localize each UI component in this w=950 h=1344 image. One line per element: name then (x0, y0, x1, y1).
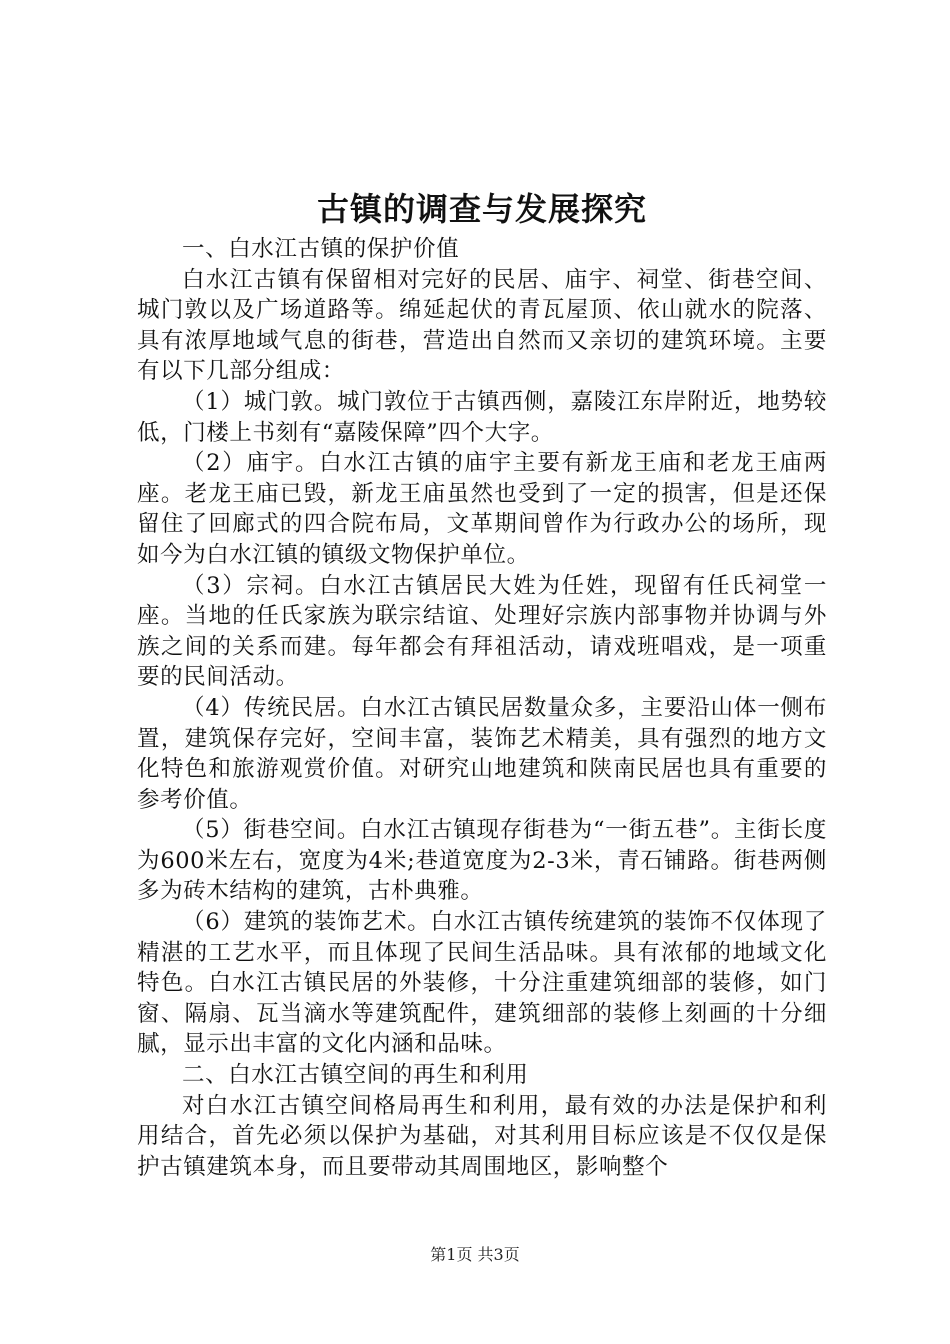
page-footer: 第1页 共3页 (430, 1245, 520, 1264)
document-title: 古镇的调查与发展探究 (316, 190, 647, 228)
paragraph-item-3: （3）宗祠。白水江古镇居民大姓为任姓，现留有任氏祠堂一座。当地的任氏家族为联宗结谊、处理好宗族内部事物并协调与外族之间的关系而建。每年都会有拜祖活动，请戏班唱戏，是一项重要的民间活动。 (137, 572, 827, 691)
document-page (137, 0, 827, 1182)
document-body (137, 234, 827, 1182)
paragraph-intro: 白水江古镇有保留相对完好的民居、庙宇、祠堂、街巷空间、城门敦以及广场道路等。绵延起伏的青瓦屋顶、依山就水的院落、具有浓厚地域气息的街巷，营造出自然而又亲切的建筑环境。主要有以下几部分组成： (137, 266, 827, 385)
paragraph-item-5: （5）街巷空间。白水江古镇现存街巷为“一街五巷”。主街长度为600米左右，宽度为4米;巷道宽度为2-3米，青石铺路。街巷两侧多为砖木结构的建筑，古朴典雅。 (137, 817, 827, 905)
paragraph-item-4: （4）传统民居。白水江古镇民居数量众多，主要沿山体一侧布置，建筑保存完好，空间丰富，装饰艺术精美，具有强烈的地方文化特色和旅游观赏价值。对研究山地建筑和陕南民居也具有重要的参考价值。 (137, 694, 827, 813)
section-heading-1: 一、白水江古镇的保护价值 (182, 236, 460, 262)
section-heading-2: 二、白水江古镇空间的再生和利用 (182, 1062, 529, 1089)
paragraph-section-2: 对白水江古镇空间格局再生和利用，最有效的办法是保护和利用结合，首先必须以保护为基础，对其利用目标应该是不仅仅是保护古镇建筑本身，而且要带动其周围地区，影响整个 (137, 1092, 827, 1180)
paragraph-item-6: （6）建筑的装饰艺术。白水江古镇传统建筑的装饰不仅体现了精湛的工艺水平，而且体现了民间生活品味。具有浓郁的地域文化特色。白水江古镇民居的外装修，十分注重建筑细部的装修，如门窗、隔扇、瓦当滴水等建筑配件，建筑细部的装修上刻画的十分细腻，显示出丰富的文化内涵和品味。 (137, 909, 827, 1058)
paragraph-item-1: （1）城门敦。城门敦位于古镇西侧，嘉陵江东岸附近，地势较低，门楼上书刻有“嘉陵保障”四个大字。 (137, 388, 827, 446)
paragraph-item-2: （2）庙宇。白水江古镇的庙宇主要有新龙王庙和老龙王庙两座。老龙王庙已毁，新龙王庙虽然也受到了一定的损害，但是还保留住了回廊式的四合院布局，文革期间曾作为行政办公的场所，现如今为白水江镇的镇级文物保护单位。 (137, 450, 827, 568)
